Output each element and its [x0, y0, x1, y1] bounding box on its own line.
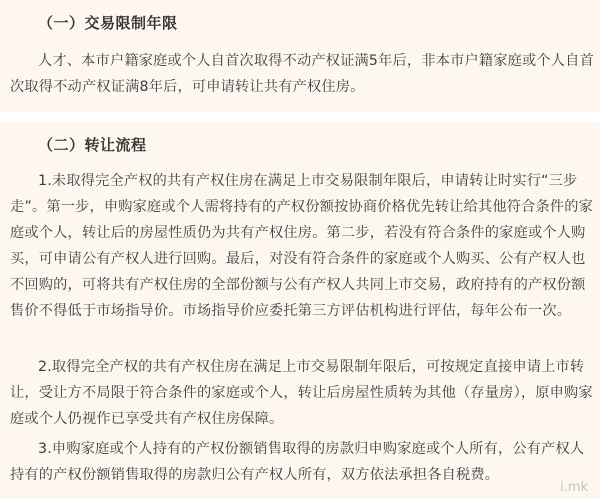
paragraph-step-3: 3.申购家庭或个人持有的产权份额销售取得的房款归申购家庭或个人所有，公有产权人持有的产权份额销售取得的房款归公有产权人所有，双方依法承担各自税费。: [10, 441, 585, 483]
section-transfer-process: [0, 122, 600, 499]
paragraph-step-1: 1.未取得完全产权的共有产权住房在满足上市交易限制年限后，申请转让时实行“三步走”。第一步，申购家庭或个人需将持有的产权份额按协商价格优先转让给其他符合条件的家庭或个人，转让后的房屋性质仍为共有产权住房。第二步，若没有符合条件的家庭或个人购买，可申请公有产权人进行回购。最后，对没有符合条件的家庭或个人购买、公有产权人也不回购的，可将共有产权住房的全部份额与公有产权人共同上市交易，政府持有的产权份额售价不得低于市场指导价。市场指导价应委托第三方评估机构进行评估，每年公布一次。: [10, 173, 594, 319]
section-heading-transfer-process: （二）转让流程: [38, 136, 147, 154]
paragraph-step-2: 2.取得完全产权的共有产权住房在满足上市交易限制年限后，可按规定直接申请上市转让，受让方不局限于符合条件的家庭或个人，转让后房屋性质转为其他（存量房），原申购家庭或个人仍视作已享受共有产权住房保障。: [10, 359, 593, 427]
watermark-text: i.mk: [560, 480, 588, 495]
section-trade-restriction: [0, 0, 600, 112]
paragraph-trade-restriction: 人才、本市户籍家庭或个人自首次取得不动产权证满5年后，非本市户籍家庭或个人自首次取得不动产权证满8年后，可申请转让共有产权住房。: [10, 53, 594, 95]
section-heading-trade-restriction: （一）交易限制年限: [38, 14, 178, 32]
section-divider: [0, 112, 600, 122]
